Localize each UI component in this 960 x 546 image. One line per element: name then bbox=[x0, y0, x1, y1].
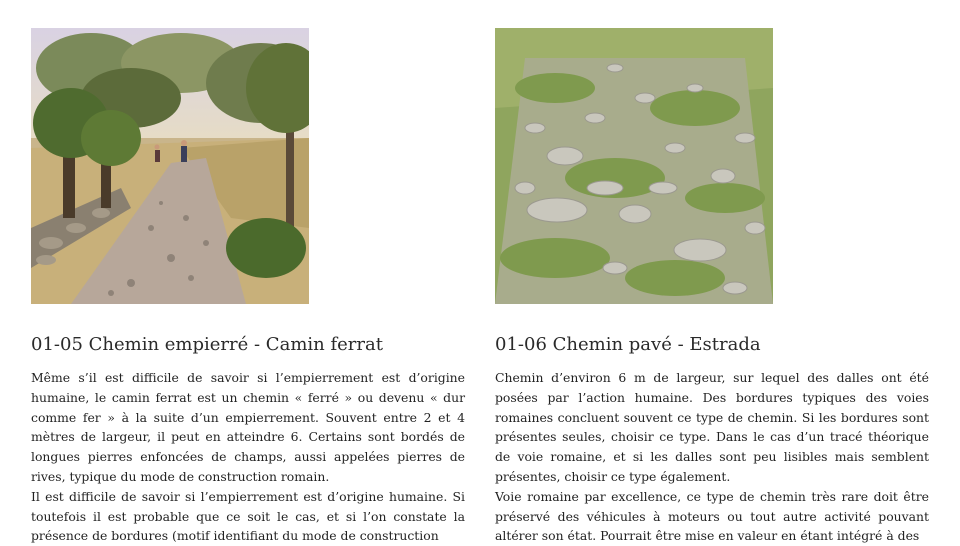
section-body bbox=[495, 368, 929, 546]
photo-chemin-pave bbox=[495, 28, 773, 304]
paragraph: Voie romaine par excellence, ce type de chemin très rare doit être préservé des véhicules à moteurs ou tout autre activité pouvant altérer son état. Pourrait être mise en valeur en étant intégré à des bbox=[495, 488, 929, 544]
section-body bbox=[31, 368, 465, 546]
photo-paved-road-icon bbox=[495, 28, 773, 304]
paragraph: Chemin d’environ 6 m de largeur, sur lequel des dalles ont été posées par l’action humaine. Des bordures typiques des voies romaines concluent souvent ce type de chemin. Si les bordures sont présentes seules, choisir ce type. Dans le cas d’un tracé théorique de voie romaine, et si les dalles sont peu lisibles mais semblent présentes, choisir ce type également. bbox=[495, 370, 929, 484]
section-title: 01-06 Chemin pavé - Estrada bbox=[495, 334, 761, 355]
photo-chemin-empierre bbox=[31, 28, 309, 304]
paragraph: Il est difficile de savoir si l’empierrement est d’origine humaine. Si toutefois il est probable que ce soit le cas, et si l’on constate la présence de bordures (motif identifiant du mode de construction bbox=[31, 488, 465, 544]
section-title: 01-05 Chemin empierré - Camin ferrat bbox=[31, 334, 383, 355]
paragraph: Même s’il est difficile de savoir si l’empierrement est d’origine humaine, le camin ferrat est un chemin « ferré » ou devenu « dur comme fer » à la suite d’un empierrement. Souvent entre 2 et 4 mètres de largeur, il peut en atteindre 6. Certains sont bordés de longues pierres enfoncées de champs, aussi appelées pierres de rives, typique du mode de construction romain. bbox=[31, 370, 465, 484]
photo-cobbled-path-icon bbox=[31, 28, 309, 304]
